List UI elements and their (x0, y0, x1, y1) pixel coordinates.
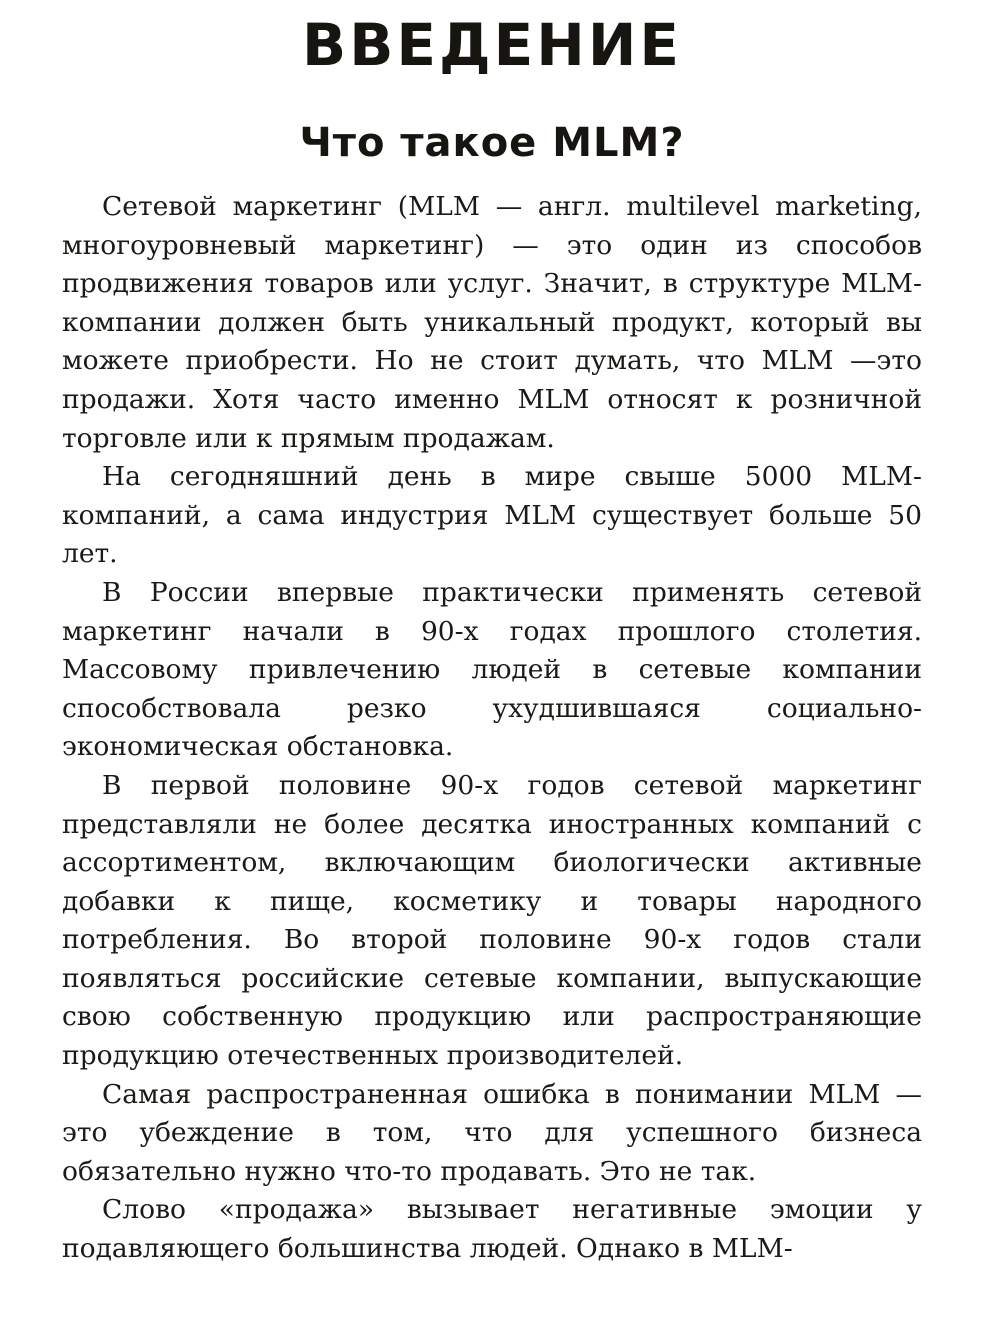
paragraph: На сегодняшний день в мире свыше 5000 MLM-компаний, а сама индустрия MLM существует больше 50 лет. (62, 461, 922, 570)
paragraph: В первой половине 90-х годов сетевой маркетинг представляли не более десятка иностранных компаний с ассортиментом, включающим биологически активные добавки к пище, косметику и товары народного потребления. Во второй половине 90-х годов стали появляться российские сетевые компании, выпускающие свою собственную продукцию или распространяющие продукцию отечественных производителей. (62, 769, 922, 1072)
paragraph: Сетевой маркетинг (MLM — англ. multilevel marketing, многоуровневый маркетинг) — это один из способов продвижения товаров или услуг. Значит, в структуре MLM-компании должен быть уникальный продукт, который вы можете приобрести. Но не стоит думать, что MLM —это продажи. Хотя часто именно MLM относят к розничной торговле или к прямым продажам. (62, 191, 922, 454)
book-page (62, 0, 922, 1333)
paragraph: В России впервые практически применять сетевой маркетинг начали в 90-х годах прошлого столетия. Массовому привлечению людей в сетевые компании способствовала резко ухудшившаяся социально-экономическая обстановка. (62, 576, 922, 763)
section-title: Что такое MLM? (299, 120, 685, 166)
paragraph: Слово «продажа» вызывает негативные эмоции у подавляющего большинства людей. Однако в MLM- (62, 1194, 922, 1265)
paragraph: Самая распространенная ошибка в понимании MLM — это убеждение в том, что для успешного бизнеса обязательно нужно что-то продавать. Это не так. (62, 1078, 922, 1187)
body-text (62, 188, 922, 1269)
chapter-title: ВВЕДЕНИЕ (301, 11, 682, 79)
